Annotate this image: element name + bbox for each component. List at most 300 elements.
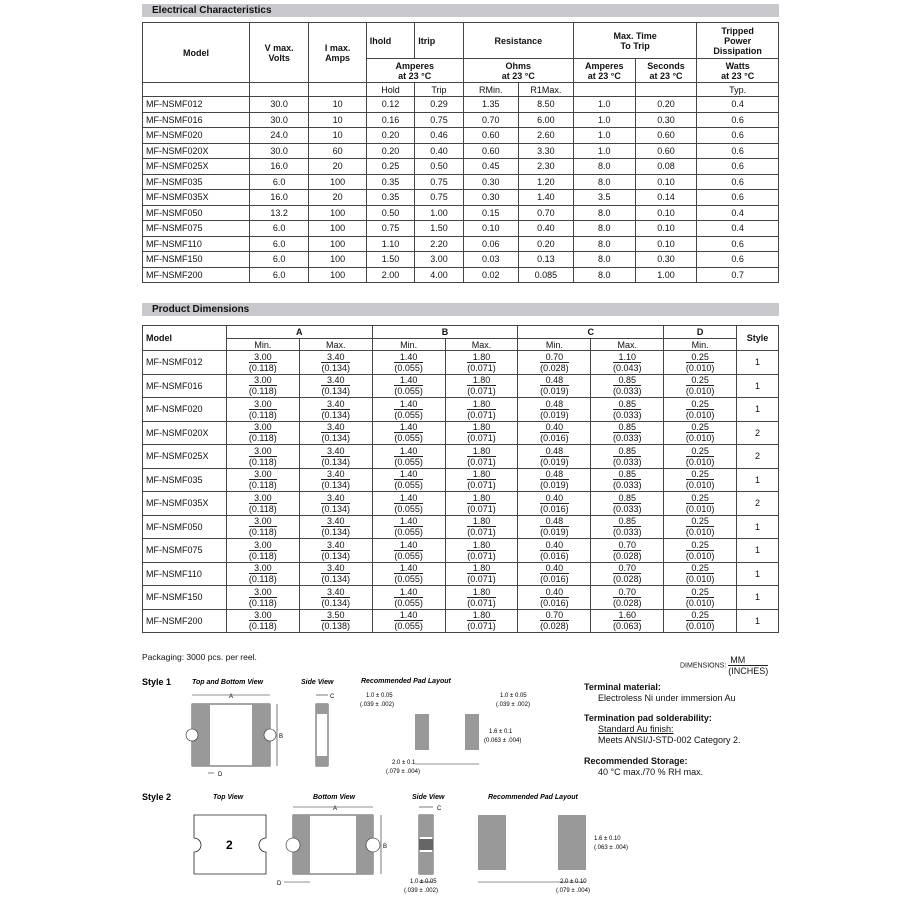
value-cell: 0.06 [463, 236, 518, 252]
dimension-inches: (0.019) [540, 456, 569, 467]
dimension-mm: 3.00 [249, 352, 277, 363]
value-cell: 6.0 [249, 174, 309, 190]
dimension-mm: 3.40 [321, 446, 350, 457]
dimension-mm: 1.80 [467, 422, 496, 433]
dimension-mm: 3.00 [249, 587, 277, 598]
value-cell: 8.0 [573, 267, 635, 283]
value-cell: 0.4 [697, 205, 779, 221]
dimension-mm: 0.70 [613, 563, 642, 574]
style1-dim-b: B [279, 734, 284, 740]
value-cell: 8.0 [573, 159, 635, 175]
dimension-inches: (0.028) [612, 574, 642, 585]
dimension-inches: (0.010) [685, 503, 715, 514]
dimension-inches: (0.118) [248, 362, 277, 373]
value-cell: 16.0 [249, 159, 309, 175]
dimension-inches: (0.134) [321, 550, 350, 561]
dimension-mm: 1.80 [467, 493, 496, 504]
style1-top-view [186, 694, 283, 778]
value-cell: 20 [309, 159, 366, 175]
dimension-inches: (0.118) [248, 456, 277, 467]
value-cell: 0.7 [697, 267, 779, 283]
dimension-mm: 1.80 [467, 352, 496, 363]
value-cell: 0.75 [415, 112, 463, 128]
dimensions-key: DIMENSIONS: $\frac{MM}{\text{(INCHES)}}$ [680, 655, 769, 676]
dimension-mm: 0.25 [686, 399, 715, 410]
value-cell: 100 [309, 174, 366, 190]
value-cell: 0.4 [697, 221, 779, 237]
dimension-mm: 1.60 [613, 610, 642, 621]
dimension-mm: 3.40 [321, 469, 350, 480]
value-cell: 0.30 [463, 190, 518, 206]
dimension-inches: (0.055) [394, 480, 423, 491]
dimension-inches: (0.028) [612, 550, 642, 561]
dimension-mm: 3.40 [321, 563, 350, 574]
dimension-mm: 0.25 [686, 422, 715, 433]
dimension-mm: 0.85 [613, 399, 642, 410]
style2-view-pad: Recommended Pad Layout [488, 794, 578, 801]
col-amperes: Amperes at 23 °C [366, 59, 463, 83]
dimensions-section-title: Product Dimensions [142, 303, 779, 316]
dimension-inches: (0.071) [467, 527, 496, 538]
value-cell: 1.0 [573, 143, 635, 159]
value-cell: 1.40 [518, 190, 573, 206]
style1-dim-d: D [218, 772, 223, 778]
col-amperes2: Amperes at 23 °C [573, 59, 635, 83]
value-cell: 0.60 [635, 143, 697, 159]
value-cell: 1.50 [366, 252, 414, 268]
dimension-inches: (0.071) [467, 386, 496, 397]
col-resistance: Resistance [463, 23, 573, 59]
value-cell: 10 [309, 128, 366, 144]
electrical-section-title: Electrical Characteristics [142, 4, 779, 17]
dimension-mm: 1.40 [394, 587, 423, 598]
value-cell: 6.00 [518, 112, 573, 128]
dimension-mm: 0.25 [686, 587, 715, 598]
value-cell: 0.6 [697, 143, 779, 159]
style1-dim-c: C [330, 694, 335, 700]
col-model: Model [143, 23, 250, 83]
col-maxtime: Max. Time To Trip [573, 23, 696, 59]
dimension-inches: (0.055) [394, 386, 423, 397]
value-cell: 0.60 [635, 128, 697, 144]
dimension-inches: (0.071) [467, 550, 496, 561]
style1-pad-w1: 1.0 ± 0.05 [366, 693, 393, 699]
dimension-inches: (0.016) [540, 503, 569, 514]
dimension-inches: (0.055) [394, 503, 423, 514]
sub-rmin: RMin. [463, 83, 518, 97]
value-cell: 1.10 [366, 236, 414, 252]
dimension-inches: (0.019) [540, 527, 569, 538]
dimension-mm: 0.85 [613, 375, 642, 386]
model-cell: MF-NSMF020X [143, 143, 250, 159]
dimension-inches: (0.010) [685, 527, 715, 538]
dimension-mm: 3.00 [249, 422, 277, 433]
value-cell: 2.60 [518, 128, 573, 144]
packaging-note: Packaging: 3000 pcs. per reel. [142, 652, 257, 662]
value-cell: 1.35 [463, 97, 518, 113]
sub-typ: Typ. [697, 83, 779, 97]
style-cell: 1 [737, 398, 779, 422]
dimension-mm: 0.48 [540, 375, 569, 386]
dimension-mm: 0.40 [540, 493, 569, 504]
dimension-mm: 3.40 [321, 516, 350, 527]
value-cell: 1.0 [573, 128, 635, 144]
model-cell: MF-NSMF075 [143, 221, 250, 237]
dcol-model: Model [143, 326, 227, 351]
style2-view-side: Side View [412, 794, 445, 801]
value-cell: 0.50 [415, 159, 463, 175]
value-cell: 0.6 [697, 112, 779, 128]
dimension-mm: 0.48 [540, 469, 569, 480]
dsub-min: Min. [372, 339, 445, 351]
style-cell: 1 [737, 351, 779, 375]
model-cell: MF-NSMF016 [143, 112, 250, 128]
dimension-mm: 1.80 [467, 399, 496, 410]
dimension-inches: (0.071) [467, 409, 496, 420]
style1-view-tb: Top and Bottom View [192, 679, 264, 686]
col-itrip: Itrip [415, 23, 463, 59]
value-cell: 0.15 [463, 205, 518, 221]
sub-trip: Trip [415, 83, 463, 97]
dimension-inches: (0.071) [467, 433, 496, 444]
dimension-mm: 1.40 [394, 469, 423, 480]
value-cell: 2.20 [415, 236, 463, 252]
style1-pad-w1-in: (.039 ± .002) [360, 702, 394, 708]
dimension-inches: (0.071) [467, 362, 496, 373]
value-cell: 100 [309, 267, 366, 283]
dimension-inches: (0.071) [467, 456, 496, 467]
dimension-mm: 1.80 [467, 587, 496, 598]
value-cell: 0.75 [366, 221, 414, 237]
model-cell: MF-NSMF050 [143, 205, 250, 221]
model-cell: MF-NSMF035X [143, 492, 227, 516]
value-cell: 0.20 [635, 97, 697, 113]
value-cell: 30.0 [249, 143, 309, 159]
value-cell: 1.0 [573, 97, 635, 113]
dcol-c: C [518, 326, 664, 339]
value-cell: 0.4 [697, 97, 779, 113]
dimension-inches: (0.118) [248, 550, 277, 561]
dimension-mm: 3.40 [321, 587, 350, 598]
dimension-inches: (0.071) [467, 480, 496, 491]
dimension-mm: 0.40 [540, 563, 569, 574]
col-seconds: Seconds at 23 °C [635, 59, 697, 83]
dimension-mm: 1.40 [394, 422, 423, 433]
dimension-inches: (0.071) [467, 621, 496, 632]
value-cell: 0.35 [366, 190, 414, 206]
value-cell: 0.29 [415, 97, 463, 113]
value-cell: 0.6 [697, 174, 779, 190]
dimension-inches: (0.071) [467, 503, 496, 514]
dcol-b: B [372, 326, 518, 339]
value-cell: 0.16 [366, 112, 414, 128]
value-cell: 0.46 [415, 128, 463, 144]
style-cell: 2 [737, 421, 779, 445]
dimension-inches: (0.055) [394, 621, 423, 632]
value-cell: 8.0 [573, 252, 635, 268]
dimension-inches: (0.071) [467, 574, 496, 585]
dimension-mm: 0.85 [613, 493, 642, 504]
value-cell: 0.6 [697, 252, 779, 268]
style2-top-view [194, 815, 266, 874]
dimension-inches: (0.016) [540, 574, 569, 585]
dimension-mm: 3.40 [321, 422, 350, 433]
dimension-mm: 0.85 [613, 469, 642, 480]
dimension-mm: 0.70 [613, 587, 642, 598]
value-cell: 0.60 [463, 143, 518, 159]
value-cell: 8.0 [573, 221, 635, 237]
dimension-mm: 0.40 [540, 422, 569, 433]
dsub-max: Max. [445, 339, 518, 351]
dimension-inches: (0.028) [540, 621, 569, 632]
value-cell: 6.0 [249, 221, 309, 237]
style2-pad-w: 1.0 ± 0.05 [410, 879, 437, 885]
style2-pad-w-in: (.039 ± .002) [404, 888, 438, 894]
dimension-mm: 1.40 [394, 399, 423, 410]
value-cell: 0.10 [463, 221, 518, 237]
value-cell: 0.30 [635, 112, 697, 128]
dimension-inches: (0.134) [321, 574, 350, 585]
style1-pad-h-in: (0.063 ± .004) [484, 738, 522, 744]
value-cell: 3.5 [573, 190, 635, 206]
style2-bottom-view [277, 806, 387, 887]
style1-pad-gap-in: (.079 ± .004) [386, 769, 420, 775]
dimension-mm: 0.25 [686, 352, 715, 363]
dimension-inches: (0.055) [394, 550, 423, 561]
value-cell: 2.30 [518, 159, 573, 175]
dimension-inches: (0.118) [248, 527, 277, 538]
value-cell: 0.20 [366, 128, 414, 144]
dimension-inches: (0.134) [321, 456, 350, 467]
dimension-inches: (0.118) [248, 409, 277, 420]
dimension-inches: (0.134) [321, 503, 350, 514]
value-cell: 24.0 [249, 128, 309, 144]
value-cell: 13.2 [249, 205, 309, 221]
value-cell: 10 [309, 112, 366, 128]
value-cell: 10 [309, 97, 366, 113]
dimension-inches: (0.134) [321, 527, 350, 538]
model-cell: MF-NSMF020 [143, 398, 227, 422]
model-cell: MF-NSMF050 [143, 515, 227, 539]
dimension-inches: (0.010) [685, 621, 715, 632]
style-cell: 1 [737, 468, 779, 492]
value-cell: 0.30 [463, 174, 518, 190]
value-cell: 0.70 [463, 112, 518, 128]
style1-pad-w2: 1.0 ± 0.05 [500, 693, 527, 699]
value-cell: 3.00 [415, 252, 463, 268]
value-cell: 2.00 [366, 267, 414, 283]
dimension-mm: 0.25 [686, 563, 715, 574]
dimension-inches: (0.134) [321, 480, 350, 491]
style1-pad-gap: 2.0 ± 0.1 [392, 760, 416, 766]
value-cell: 100 [309, 205, 366, 221]
value-cell: 0.03 [463, 252, 518, 268]
value-cell: 0.08 [635, 159, 697, 175]
dimension-mm: 3.00 [249, 375, 277, 386]
dimension-inches: (0.134) [321, 433, 350, 444]
style-cell: 1 [737, 515, 779, 539]
model-cell: MF-NSMF025X [143, 445, 227, 469]
dimension-mm: 0.40 [540, 587, 569, 598]
style2-dim-b: B [383, 844, 388, 850]
dimension-inches: (0.016) [540, 597, 569, 608]
dimension-inches: (0.033) [612, 480, 642, 491]
dimension-mm: 0.48 [540, 399, 569, 410]
model-cell: MF-NSMF025X [143, 159, 250, 175]
col-tripped: Tripped Power Dissipation [697, 23, 779, 59]
model-cell: MF-NSMF150 [143, 586, 227, 610]
dimension-mm: 0.70 [540, 352, 569, 363]
value-cell: 0.14 [635, 190, 697, 206]
model-cell: MF-NSMF150 [143, 252, 250, 268]
value-cell: 0.6 [697, 159, 779, 175]
dimension-mm: 1.80 [467, 540, 496, 551]
dsub-min: Min. [664, 339, 737, 351]
dimension-inches: (0.010) [685, 386, 715, 397]
dimension-inches: (0.033) [612, 409, 642, 420]
model-cell: MF-NSMF200 [143, 267, 250, 283]
dimension-inches: (0.016) [540, 433, 569, 444]
value-cell: 0.10 [635, 205, 697, 221]
dsub-max: Max. [299, 339, 372, 351]
dimension-mm: 0.25 [686, 516, 715, 527]
dimension-mm: 3.00 [249, 610, 277, 621]
style1-view-side: Side View [301, 679, 334, 686]
style1-side-view [316, 694, 335, 766]
style2-dim-d: D [277, 881, 282, 887]
value-cell: 1.20 [518, 174, 573, 190]
dimension-mm: 1.40 [394, 516, 423, 527]
dsub-max: Max. [591, 339, 664, 351]
model-cell: MF-NSMF075 [143, 539, 227, 563]
dsub-min: Min. [518, 339, 591, 351]
dimension-mm: 1.40 [394, 493, 423, 504]
style-cell: 2 [737, 492, 779, 516]
dimension-inches: (0.118) [248, 621, 277, 632]
dimension-mm: 3.40 [321, 399, 350, 410]
dimension-inches: (0.063) [612, 621, 642, 632]
value-cell: 0.6 [697, 128, 779, 144]
dimension-inches: (0.134) [321, 386, 350, 397]
style2-label: Style 2 [142, 792, 172, 802]
style1-pad-layout [360, 693, 530, 775]
dcol-d: D [664, 326, 737, 339]
dimension-inches: (0.055) [394, 597, 423, 608]
style-cell: 1 [737, 562, 779, 586]
value-cell: 30.0 [249, 97, 309, 113]
dimension-mm: 0.25 [686, 446, 715, 457]
value-cell: 0.40 [415, 143, 463, 159]
dimension-mm: 3.40 [321, 540, 350, 551]
value-cell: 8.0 [573, 236, 635, 252]
dimension-inches: (0.010) [685, 550, 715, 561]
value-cell: 0.25 [366, 159, 414, 175]
dimension-inches: (0.010) [685, 597, 715, 608]
model-cell: MF-NSMF200 [143, 609, 227, 633]
style2-dim-c: C [437, 806, 442, 812]
dimension-inches: (0.055) [394, 409, 423, 420]
style1-pad-h: 1.6 ± 0.1 [489, 729, 513, 735]
value-cell: 1.50 [415, 221, 463, 237]
col-vmax: V max. Volts [249, 23, 309, 83]
dimension-mm: 0.48 [540, 446, 569, 457]
style2-pad-h: 1.6 ± 0.10 [594, 836, 621, 842]
dimension-inches: (0.010) [685, 409, 715, 420]
dimension-mm: 1.80 [467, 516, 496, 527]
dsub-min: Min. [226, 339, 299, 351]
dimension-inches: (0.055) [394, 574, 423, 585]
dimension-mm: 1.80 [467, 446, 496, 457]
dcol-style: Style [737, 326, 779, 351]
dimension-inches: (0.118) [248, 597, 277, 608]
dimension-inches: (0.010) [685, 574, 715, 585]
style1-view-pad: Recommended Pad Layout [361, 678, 451, 685]
sub-hold: Hold [366, 83, 414, 97]
dimension-inches: (0.134) [321, 409, 350, 420]
model-cell: MF-NSMF020X [143, 421, 227, 445]
value-cell: 1.00 [415, 205, 463, 221]
dimension-mm: 0.70 [613, 540, 642, 551]
model-cell: MF-NSMF012 [143, 97, 250, 113]
dimension-mm: 3.00 [249, 446, 277, 457]
model-cell: MF-NSMF035X [143, 190, 250, 206]
value-cell: 0.10 [635, 174, 697, 190]
value-cell: 60 [309, 143, 366, 159]
value-cell: 8.0 [573, 205, 635, 221]
dimension-mm: 1.80 [467, 610, 496, 621]
dimension-mm: 0.70 [540, 610, 569, 621]
dimension-mm: 3.50 [321, 610, 350, 621]
dimension-mm: 3.00 [249, 493, 277, 504]
dimension-inches: (0.138) [321, 621, 350, 632]
value-cell: 4.00 [415, 267, 463, 283]
dimension-inches: (0.033) [612, 386, 642, 397]
dimension-mm: 0.40 [540, 540, 569, 551]
value-cell: 100 [309, 221, 366, 237]
dimension-inches: (0.019) [540, 480, 569, 491]
dimension-inches: (0.010) [685, 433, 715, 444]
dimension-inches: (0.010) [685, 362, 715, 373]
value-cell: 0.75 [415, 174, 463, 190]
value-cell: 6.0 [249, 236, 309, 252]
value-cell: 1.00 [635, 267, 697, 283]
dimension-mm: 1.40 [394, 540, 423, 551]
style2-pad-gap: 2.0 ± 0.10 [560, 879, 587, 885]
model-cell: MF-NSMF016 [143, 374, 227, 398]
solderability-note: Termination pad solderability: Standard Au finish: Meets ANSI/J-STD-002 Category 2. [584, 713, 741, 745]
model-cell: MF-NSMF020 [143, 128, 250, 144]
sub-r1max: R1Max. [518, 83, 573, 97]
dcol-a: A [226, 326, 372, 339]
dimension-inches: (0.010) [685, 456, 715, 467]
dimension-mm: 1.80 [467, 469, 496, 480]
dimension-mm: 0.25 [686, 375, 715, 386]
value-cell: 0.10 [635, 221, 697, 237]
dimension-inches: (0.118) [248, 503, 277, 514]
col-watts: Watts at 23 °C [697, 59, 779, 83]
value-cell: 1.0 [573, 112, 635, 128]
dimension-inches: (0.043) [612, 362, 642, 373]
value-cell: 3.30 [518, 143, 573, 159]
dimension-inches: (0.118) [248, 574, 277, 585]
style2-pad-h-in: (.063 ± .004) [594, 845, 628, 851]
dimension-mm: 1.80 [467, 563, 496, 574]
col-ohms: Ohms at 23 °C [463, 59, 573, 83]
style2-mark: 2 [226, 838, 233, 852]
value-cell: 0.20 [366, 143, 414, 159]
dimension-inches: (0.033) [612, 433, 642, 444]
dimension-inches: (0.028) [540, 362, 569, 373]
